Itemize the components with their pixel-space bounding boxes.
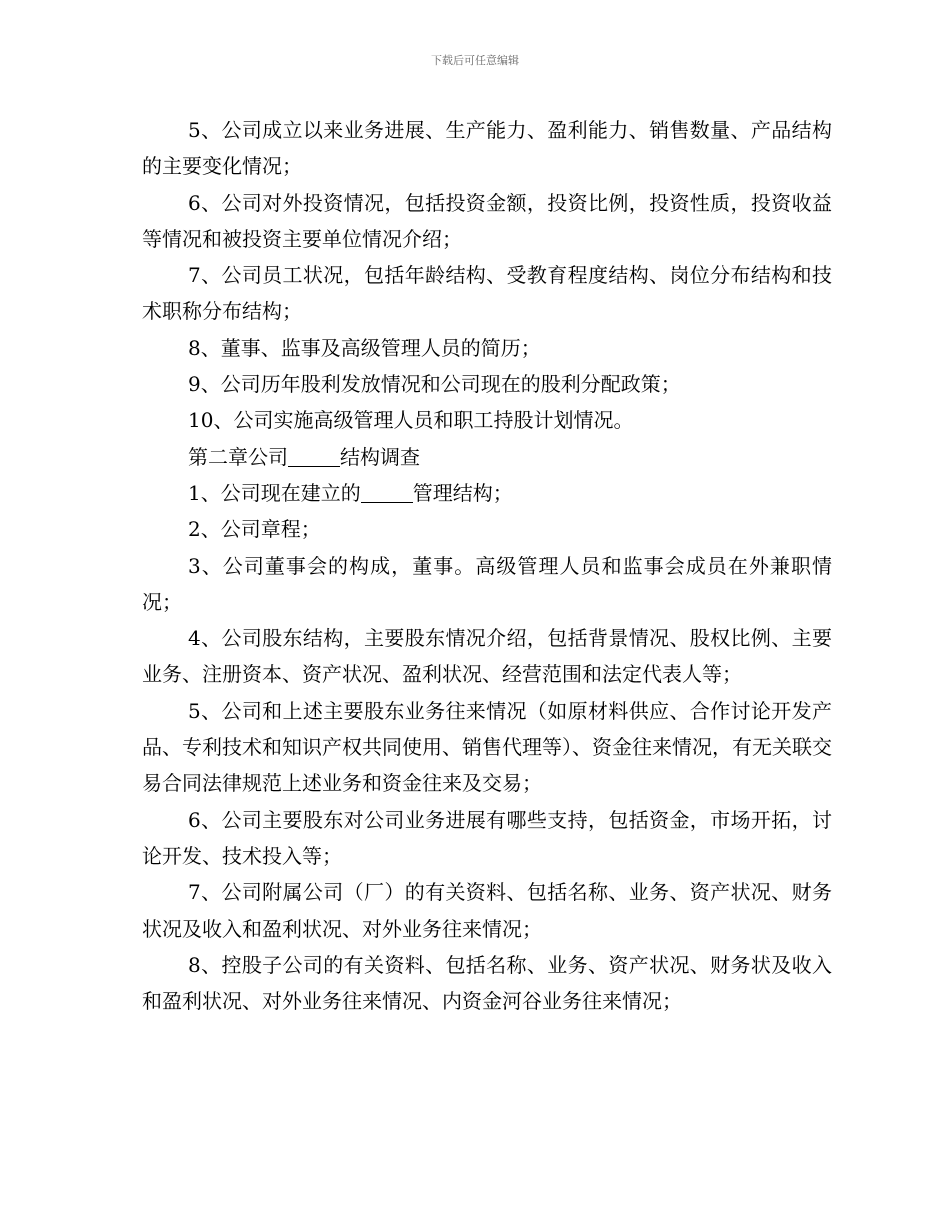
paragraph-before: 1、公司现在建立的 <box>188 480 361 505</box>
paragraph: 6、公司对外投资情况，包括投资金额，投资比例，投资性质，投资收益等情况和被投资主要单位情况介绍； <box>142 190 832 251</box>
page-header: 下载后可任意编辑 <box>431 54 519 67</box>
paragraph: 2、公司章程； <box>188 517 321 542</box>
chapter-heading-before: 第二章公司 <box>188 444 288 469</box>
paragraph: 8、控股子公司的有关资料、包括名称、业务、资产状况、财务状及收入和盈利状况、对外业务往来情况、内资金河谷业务往来情况； <box>142 952 832 1014</box>
paragraph: 7、公司附属公司（厂）的有关资料、包括名称、业务、资产状况、财务状况及收入和盈利状况、对外业务往来情况； <box>142 880 832 941</box>
paragraph: 5、公司和上述主要股东业务往来情况（如原材料供应、合作讨论开发产品、专利技术和知识产权共同使用、销售代理等）、资金往来情况，有无关联交易合同法律规范上述业务和资金往来及交易； <box>142 698 832 796</box>
paragraph: 5、公司成立以来业务进展、生产能力、盈利能力、销售数量、产品结构的主要变化情况； <box>142 118 832 179</box>
paragraph: 10、公司实施高级管理人员和职工持股计划情况。 <box>188 408 634 433</box>
paragraph <box>142 475 832 511</box>
chapter-heading <box>142 439 832 475</box>
paragraph: 6、公司主要股东对公司业务进展有哪些支持，包括资金，市场开拓，讨论开发、技术投入等； <box>142 807 832 868</box>
paragraph: 9、公司历年股利发放情况和公司现在的股利分配政策； <box>188 372 681 397</box>
fill-in-blank <box>288 446 340 467</box>
document-body <box>142 112 832 1019</box>
fill-in-blank <box>361 482 413 503</box>
paragraph-after: 管理结构； <box>412 480 513 505</box>
paragraph: 8、董事、监事及高级管理人员的简历； <box>188 335 541 360</box>
chapter-heading-after: 结构调查 <box>340 444 420 469</box>
paragraph: 3、公司董事会的构成，董事。高级管理人员和监事会成员在外兼职情况； <box>142 553 832 614</box>
paragraph: 7、公司员工状况，包括年龄结构、受教育程度结构、岗位分布结构和技术职称分布结构； <box>142 263 832 324</box>
paragraph: 4、公司股东结构，主要股东情况介绍，包括背景情况、股权比例、主要业务、注册资本、资产状况、盈利状况、经营范围和法定代表人等； <box>142 626 832 687</box>
